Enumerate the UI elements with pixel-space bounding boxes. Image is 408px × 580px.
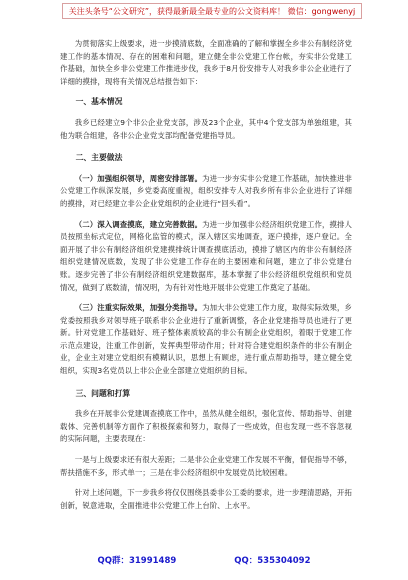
section-1-text: 我乡已经建立9个非公企业党支部，涉及23个企业，其中4个党支部为单独组建，其他为联合组建，各非公企业党支部均配备党建指导员。 — [60, 117, 352, 140]
section-2-p3-text: 为加大非公党建工作力度，取得实际效果，乡党委按照我乡对领导班子联系非公企业进行了重新调整，各企业党建指导员也进行了更新。针对党建工作基础好、班子整体素质较高的非公有制企业党组织，着眼于党建工作示范点建设，注重工作创新，发挥典型带动作用；针对符合建党组织条件的非公有制企业，企业主对建立党组织有模糊认识，思想上有顾虑，进行重点帮助指导，建立健全党组织，实现3名党员以上非公企业全部建立党组织的目标。 — [60, 303, 352, 376]
section-2-paragraph-1 — [60, 173, 352, 211]
section-2-heading: 二、主要做法 — [75, 153, 123, 163]
section-2-p1-lead: （一）加强组织领导，周密安排部署。 — [74, 173, 203, 183]
section-2-p3-lead: （三）注重实际效果，加强分类指导。 — [74, 303, 203, 313]
intro-paragraph: 为贯彻落实上级要求，进一步摸清底数，全面准确的了解和掌握全乡非公有制经济党建工作的基本情况、存在的困难和问题，建立健全非公党建工作台帐，夯实非公党建工作基础，加快全乡非公党建工作推进步伐，我乡于8月份安排专人对我乡非公企业进行了详细的摸排，现将有关情况总结报告如下： — [60, 39, 352, 86]
qq-number: QQ：535304092 — [234, 556, 311, 566]
section-2-p1-text: 为进一步夯实非公党建工作基础，加快推进非公党建工作纵深发展，乡党委高度重视，组织安排专人对我乡所有非公企业进行了详细的摸排，对已经建立非公企业党组织的企业进行“回头看”。 — [60, 173, 352, 208]
section-2-p2-lead: （二）深入调查摸底，建立完善数据。 — [74, 219, 203, 229]
section-2-p2-text: 为进一步加强非公经济组织党建工作，摸排人员按照坐标式定位，网格化监管的模式，深入辖区实地调查，逐户摸排，逐户登记。全面开展了非公有制经济组织党建摸排统计调查摸底活动，摸排了辖区内的非公有制经济组织党建情况底数，发现了非公党建工作存在的主要困难和问题，建立了非公党建台账。逐步完善了非公有制经济组织党建数据库，基本掌握了非公经济组织党组织和党员情况，做到了底数清，情况明，为有针对性地开展非公党建工作奠定了基础。 — [60, 219, 352, 292]
section-2-paragraph-3 — [60, 302, 352, 378]
footer-contacts — [0, 554, 408, 566]
qq-group-number: QQ群：31991489 — [97, 556, 177, 566]
document-body — [60, 38, 352, 512]
promo-banner: 关注头条号“公文研究”，获得最新最全最专业的公文资料库！ 微信：gongwenyj — [62, 3, 362, 19]
section-3-paragraph-3: 针对上述问题，下一步我乡将仅仅围绕县委非公工委的要求，进一步理清思路，开拓创新，锐意进取，全面推进非公党建工作上台阶、上水平。 — [60, 488, 352, 510]
section-2-paragraph-2 — [60, 219, 352, 295]
section-3-paragraph-2: 一是与上级要求还有很大差距；二是非公企业党建工作发展不平衡，督促指导不够，帮扶措施不多，形式单一；三是在非公经济组织中发展党员比较困难。 — [60, 455, 352, 477]
section-1-heading: 一、基本情况 — [75, 97, 123, 107]
section-3-paragraph-1: 我乡在开展非公党建调查摸底工作中，虽然从健全组织，强化宣传、帮助指导、创建载体、完善机制等方面作了积极探索和努力，取得了一些成效，但也发现一些不容忽视的实际问题，主要表现在： — [60, 409, 352, 444]
section-3-heading: 三、问题和打算 — [75, 388, 131, 398]
